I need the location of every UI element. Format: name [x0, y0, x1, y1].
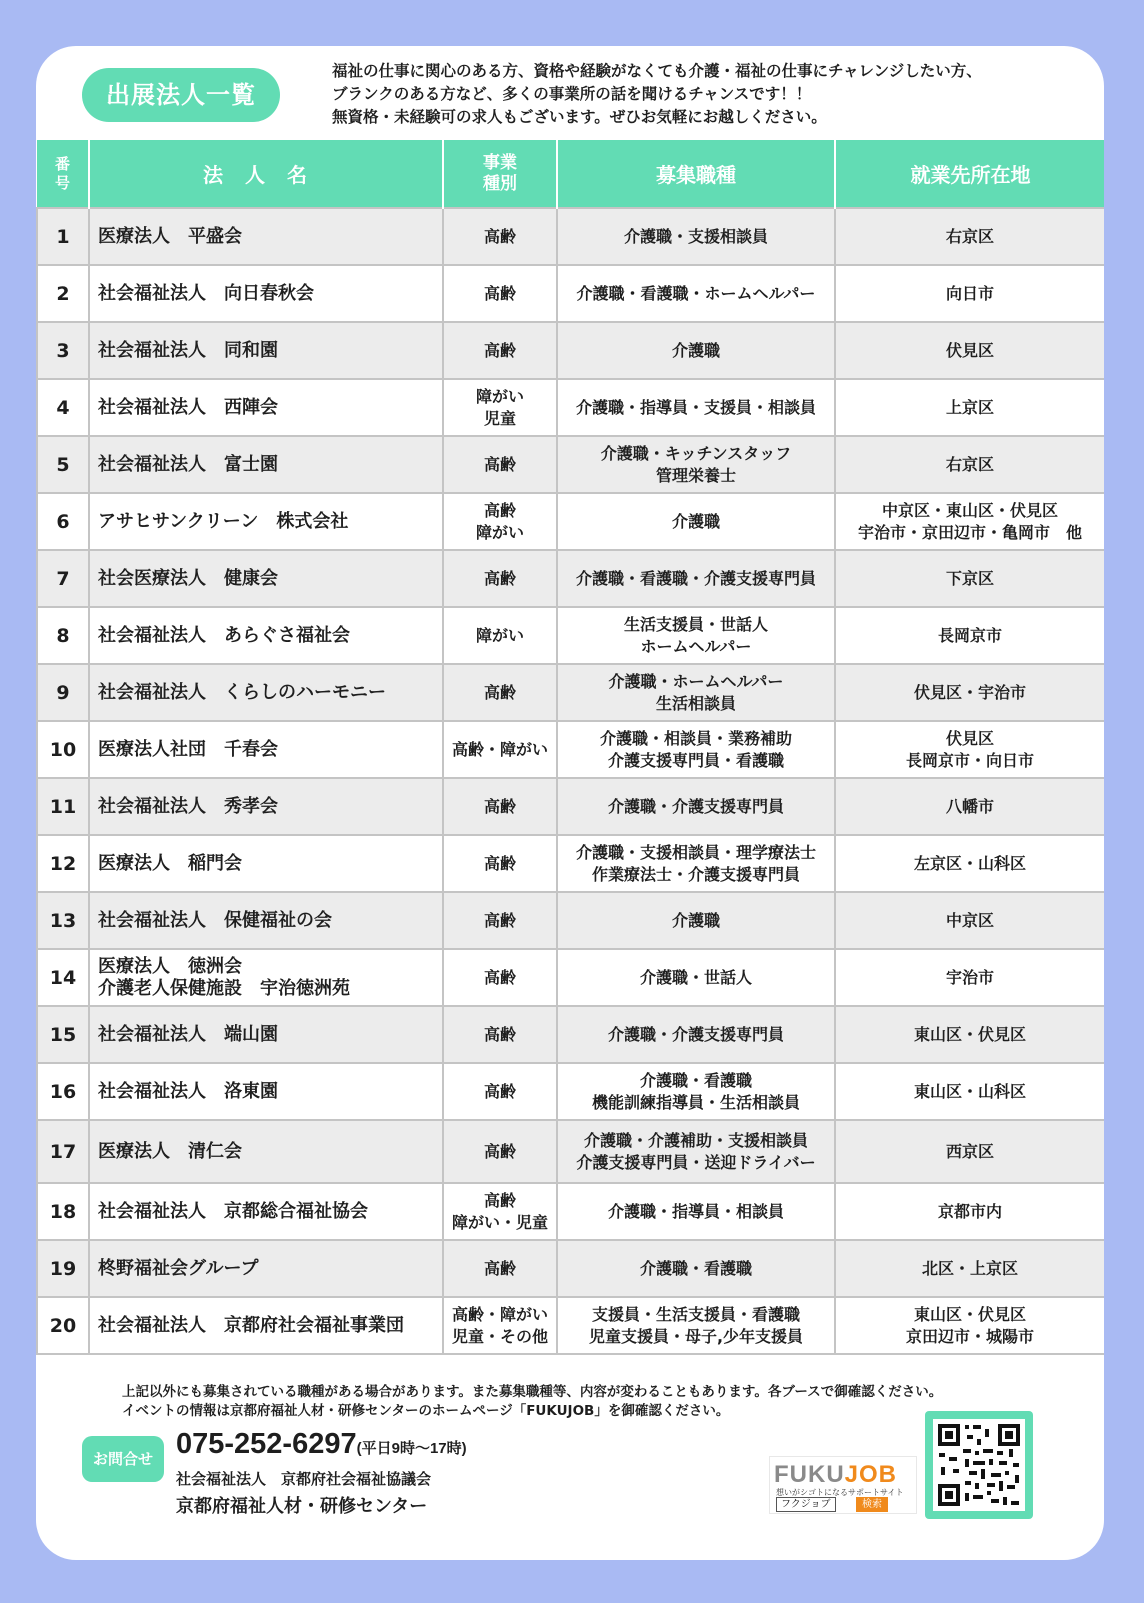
work-location-line: 伏見区 — [945, 728, 994, 748]
job-types-line: 介護職 — [671, 910, 720, 930]
corporation-name-cell — [89, 664, 443, 721]
corporation-name-line: 社会福祉法人 秀孝会 — [98, 795, 278, 817]
work-location-cell — [835, 1240, 1104, 1297]
job-types-line: 介護職・介護支援専門員 — [607, 1024, 784, 1044]
row-number: 16 — [37, 1063, 89, 1120]
table-header-row — [37, 140, 1104, 208]
job-types-cell — [557, 1120, 835, 1183]
work-location-line: 上京区 — [945, 397, 994, 417]
work-location-cell — [835, 493, 1104, 550]
corporation-name-cell — [89, 208, 443, 265]
corporation-name-line: 社会福祉法人 洛東園 — [98, 1080, 278, 1102]
corporation-name-line: 社会福祉法人 富士園 — [98, 453, 278, 475]
business-type-line: 障がい — [475, 386, 524, 406]
work-location-cell — [835, 379, 1104, 436]
work-location-cell — [835, 1063, 1104, 1120]
business-type-line: 児童・その他 — [451, 1326, 548, 1346]
job-types-line: ホームヘルパー — [640, 636, 752, 656]
job-types-line: 介護支援専門員・看護職 — [607, 750, 784, 770]
work-location-cell — [835, 1297, 1104, 1354]
row-number: 12 — [37, 835, 89, 892]
row-number: 2 — [37, 265, 89, 322]
job-types-cell — [557, 664, 835, 721]
job-types-cell — [557, 949, 835, 1006]
job-types-line: 介護職・支援相談員・理学療法士 — [575, 842, 816, 862]
business-type-cell — [443, 892, 557, 949]
table-row — [37, 1183, 1104, 1240]
job-types-line: 生活支援員・世話人 — [623, 614, 768, 634]
business-type-cell — [443, 607, 557, 664]
corporation-name-cell — [89, 1240, 443, 1297]
business-type-line: 高齢 — [483, 454, 516, 474]
row-number: 17 — [37, 1120, 89, 1183]
header-job-types: 募集職種 — [557, 140, 835, 208]
job-types-cell — [557, 1006, 835, 1063]
corporation-name-cell — [89, 607, 443, 664]
work-location-line: 京田辺市・城陽市 — [905, 1326, 1034, 1346]
work-location-line: 東山区・山科区 — [913, 1081, 1026, 1101]
center-name: 京都府福祉人材・研修センター — [176, 1496, 428, 1517]
work-location-cell — [835, 835, 1104, 892]
row-number: 3 — [37, 322, 89, 379]
table-row — [37, 1063, 1104, 1120]
job-types-cell — [557, 493, 835, 550]
job-types-line: 介護職・看護職・介護支援専門員 — [575, 568, 816, 588]
job-types-line: 介護職・看護職・ホームヘルパー — [576, 283, 816, 303]
corporation-name-line: 社会福祉法人 向日春秋会 — [98, 282, 314, 304]
work-location-line: 中京区・東山区・伏見区 — [881, 500, 1058, 520]
business-type-line: 障がい — [475, 522, 524, 542]
business-type-line: 高齢 — [483, 283, 516, 303]
job-types-line: 介護職 — [671, 511, 720, 531]
business-type-cell — [443, 208, 557, 265]
intro-line: ブランクのある方など、多くの事業所の話を聞けるチャンスです！！ — [332, 85, 812, 103]
work-location-line: 左京区・山科区 — [913, 853, 1026, 873]
header-business-type: 事業 種別 — [443, 140, 557, 208]
business-type-line: 高齢 — [483, 226, 516, 246]
business-type-line: 高齢 — [483, 500, 516, 520]
footer-note: 上記以外にも募集されている職種がある場合があります。また募集職種等、内容が変わることもあります。各ブースで御確認ください。 — [122, 1384, 943, 1400]
table-row — [37, 1006, 1104, 1063]
contact-phone — [176, 1428, 467, 1461]
work-location-line: 宇治市・京田辺市・亀岡市 他 — [857, 522, 1082, 542]
business-type-line: 高齢 — [483, 568, 516, 588]
job-types-line: 児童支援員・母子,少年支援員 — [588, 1326, 804, 1346]
corporation-name-line: アサヒサンクリーン 株式会社 — [98, 510, 349, 532]
job-types-cell — [557, 379, 835, 436]
work-location-cell — [835, 664, 1104, 721]
header-corporation-name: 法人名 — [89, 140, 443, 208]
corporation-name-line: 医療法人 清仁会 — [98, 1140, 242, 1162]
corporation-name-line: 社会医療法人 健康会 — [98, 567, 278, 589]
table-row — [37, 493, 1104, 550]
work-location-cell — [835, 550, 1104, 607]
business-type-line: 高齢・障がい — [451, 739, 548, 759]
corporation-name-cell — [89, 1183, 443, 1240]
business-type-line: 高齢 — [483, 1141, 516, 1161]
job-types-cell — [557, 322, 835, 379]
work-location-cell — [835, 1006, 1104, 1063]
table-row — [37, 892, 1104, 949]
row-number: 19 — [37, 1240, 89, 1297]
work-location-cell — [835, 1120, 1104, 1183]
business-type-cell — [443, 949, 557, 1006]
business-type-cell — [443, 778, 557, 835]
corporation-name-line: 介護老人保健施設 宇治徳洲苑 — [98, 977, 350, 999]
job-types-line: 介護職 — [671, 340, 720, 360]
corporation-name-cell — [89, 550, 443, 607]
business-type-line: 高齢 — [483, 853, 516, 873]
business-type-line: 高齢 — [483, 1190, 516, 1210]
work-location-line: 長岡京市 — [937, 625, 1002, 645]
business-type-cell — [443, 322, 557, 379]
corporation-name-line: 社会福祉法人 あらぐさ福祉会 — [98, 624, 350, 646]
business-type-cell — [443, 1120, 557, 1183]
business-type-cell — [443, 1240, 557, 1297]
row-number: 18 — [37, 1183, 89, 1240]
work-location-line: 東山区・伏見区 — [913, 1304, 1026, 1324]
business-type-cell — [443, 1297, 557, 1354]
business-type-cell — [443, 550, 557, 607]
header-number: 番 号 — [37, 140, 89, 208]
corporation-name-cell — [89, 1297, 443, 1354]
corporation-name-cell — [89, 1063, 443, 1120]
job-types-line: 機能訓練指導員・生活相談員 — [591, 1092, 800, 1112]
business-type-cell — [443, 1183, 557, 1240]
table-row — [37, 1297, 1104, 1354]
row-number: 15 — [37, 1006, 89, 1063]
job-types-cell — [557, 721, 835, 778]
work-location-line: 向日市 — [945, 283, 994, 303]
job-types-line: 支援員・生活支援員・看護職 — [591, 1304, 800, 1324]
job-types-line: 介護職・支援相談員 — [623, 226, 768, 246]
job-types-cell — [557, 1297, 835, 1354]
corporation-name-cell — [89, 892, 443, 949]
job-types-cell — [557, 778, 835, 835]
business-type-line: 児童 — [483, 408, 516, 428]
business-type-line: 高齢 — [483, 1258, 516, 1278]
work-location-line: 西京区 — [945, 1141, 994, 1161]
corporation-name-line: 社会福祉法人 保健福祉の会 — [98, 909, 332, 931]
row-number: 9 — [37, 664, 89, 721]
work-location-cell — [835, 607, 1104, 664]
organization-name: 社会福祉法人 京都府社会福祉協議会 — [176, 1470, 432, 1488]
work-location-line: 伏見区 — [945, 340, 994, 360]
corporation-name-cell — [89, 949, 443, 1006]
job-types-cell — [557, 1240, 835, 1297]
job-types-cell — [557, 550, 835, 607]
corporation-name-cell — [89, 778, 443, 835]
corporation-name-cell — [89, 493, 443, 550]
work-location-line: 八幡市 — [945, 796, 994, 816]
table-row — [37, 835, 1104, 892]
work-location-cell — [835, 322, 1104, 379]
job-types-cell — [557, 835, 835, 892]
job-types-line: 生活相談員 — [655, 693, 736, 713]
work-location-cell — [835, 265, 1104, 322]
exhibitor-table — [36, 140, 1104, 1355]
row-number: 20 — [37, 1297, 89, 1354]
business-type-cell — [443, 493, 557, 550]
business-type-line: 高齢 — [483, 340, 516, 360]
business-type-line: 高齢 — [483, 1081, 516, 1101]
business-type-cell — [443, 835, 557, 892]
corporation-name-cell — [89, 436, 443, 493]
intro-text — [332, 60, 1092, 129]
work-location-line: 下京区 — [945, 568, 994, 588]
table-row — [37, 265, 1104, 322]
business-type-line: 高齢 — [483, 796, 516, 816]
corporation-name-cell — [89, 322, 443, 379]
work-location-cell — [835, 892, 1104, 949]
corporation-name-line: 社会福祉法人 くらしのハーモニー — [98, 681, 386, 703]
business-type-cell — [443, 436, 557, 493]
corporation-name-cell — [89, 1006, 443, 1063]
business-type-cell — [443, 379, 557, 436]
table-row — [37, 208, 1104, 265]
row-number: 11 — [37, 778, 89, 835]
table-row — [37, 664, 1104, 721]
intro-line: 福祉の仕事に関心のある方、資格や経験がなくても介護・福祉の仕事にチャレンジしたい方、 — [332, 62, 982, 80]
corporation-name-cell — [89, 721, 443, 778]
business-type-line: 高齢 — [483, 967, 516, 987]
job-types-line: 介護職・介護補助・支援相談員 — [583, 1130, 808, 1150]
corporation-name-cell — [89, 835, 443, 892]
footer-note: イベントの情報は京都府福祉人材・研修センターのホームページ「FUKUJOB」を御確認ください。 — [122, 1403, 730, 1419]
job-types-line: 介護職・ホームヘルパー — [608, 671, 784, 691]
intro-line: 無資格・未経験可の求人もございます。ぜひお気軽にお越しください。 — [332, 108, 827, 126]
table-row — [37, 322, 1104, 379]
row-number: 8 — [37, 607, 89, 664]
corporation-name-line: 医療法人 平盛会 — [98, 225, 242, 247]
work-location-line: 東山区・伏見区 — [913, 1024, 1026, 1044]
business-type-line: 高齢 — [483, 910, 516, 930]
table-row — [37, 1240, 1104, 1297]
corporation-name-line: 社会福祉法人 同和園 — [98, 339, 278, 361]
work-location-cell — [835, 778, 1104, 835]
header-work-location: 就業先所在地 — [835, 140, 1104, 208]
table-row — [37, 1120, 1104, 1183]
job-types-line: 介護職・看護職 — [639, 1070, 752, 1090]
job-types-cell — [557, 607, 835, 664]
qr-code-icon — [925, 1411, 1033, 1519]
corporation-name-line: 医療法人 稲門会 — [98, 852, 242, 874]
corporation-name-cell — [89, 1120, 443, 1183]
work-location-line: 宇治市 — [945, 967, 994, 987]
business-type-cell — [443, 1063, 557, 1120]
business-type-line: 障がい・児童 — [451, 1212, 548, 1232]
job-types-cell — [557, 436, 835, 493]
table-row — [37, 550, 1104, 607]
office-hours: (平日9時～17時) — [356, 1440, 467, 1457]
business-type-cell — [443, 1006, 557, 1063]
job-types-line: 介護職・指導員・相談員 — [607, 1201, 784, 1221]
phone-number: 075-252-6297 — [176, 1428, 357, 1460]
row-number: 7 — [37, 550, 89, 607]
job-types-line: 管理栄養士 — [655, 465, 736, 485]
job-types-line: 介護職・介護支援専門員 — [607, 796, 784, 816]
work-location-cell — [835, 436, 1104, 493]
job-types-cell — [557, 208, 835, 265]
job-types-cell — [557, 1063, 835, 1120]
work-location-line: 北区・上京区 — [921, 1258, 1018, 1278]
work-location-line: 右京区 — [945, 226, 994, 246]
row-number: 6 — [37, 493, 89, 550]
work-location-line: 長岡京市・向日市 — [905, 750, 1034, 770]
job-types-line: 介護職・キッチンスタッフ — [600, 443, 792, 463]
job-types-line: 介護職・指導員・支援員・相談員 — [575, 397, 816, 417]
work-location-line: 京都市内 — [937, 1201, 1002, 1221]
job-types-line: 介護職・相談員・業務補助 — [599, 728, 792, 748]
corporation-name-line: 柊野福祉会グループ — [98, 1257, 259, 1279]
corporation-name-line: 医療法人社団 千春会 — [98, 738, 278, 760]
business-type-cell — [443, 721, 557, 778]
corporation-name-line: 社会福祉法人 京都府社会福祉事業団 — [98, 1314, 404, 1336]
row-number: 4 — [37, 379, 89, 436]
job-types-line: 作業療法士・介護支援専門員 — [591, 864, 800, 884]
corporation-name-line: 社会福祉法人 西陣会 — [98, 396, 278, 418]
job-types-cell — [557, 892, 835, 949]
business-type-cell — [443, 664, 557, 721]
corporation-name-cell — [89, 379, 443, 436]
work-location-cell — [835, 208, 1104, 265]
corporation-name-cell — [89, 265, 443, 322]
corporation-name-line: 社会福祉法人 京都総合福祉協会 — [98, 1200, 368, 1222]
corporation-name-line: 医療法人 徳洲会 — [98, 955, 242, 977]
business-type-line: 障がい — [475, 625, 524, 645]
job-types-line: 介護職・看護職 — [639, 1258, 752, 1278]
job-types-line: 介護職・世話人 — [639, 967, 752, 987]
work-location-line: 伏見区・宇治市 — [913, 682, 1026, 702]
table-row — [37, 379, 1104, 436]
work-location-cell — [835, 721, 1104, 778]
table-row — [37, 436, 1104, 493]
job-types-line: 介護支援専門員・送迎ドライバー — [576, 1152, 816, 1172]
flyer-card — [36, 46, 1104, 1560]
business-type-line: 高齢・障がい — [451, 1304, 548, 1324]
table-row — [37, 607, 1104, 664]
work-location-cell — [835, 949, 1104, 1006]
work-location-line: 中京区 — [945, 910, 994, 930]
fukujob-logo: FUKUJOB 想いがシゴトになるサポートサイト フクジョブ 検索 — [769, 1456, 917, 1514]
row-number: 1 — [37, 208, 89, 265]
table-row — [37, 721, 1104, 778]
corporation-name-line: 社会福祉法人 端山園 — [98, 1023, 278, 1045]
row-number: 14 — [37, 949, 89, 1006]
work-location-cell — [835, 1183, 1104, 1240]
job-types-cell — [557, 1183, 835, 1240]
row-number: 10 — [37, 721, 89, 778]
business-type-line: 高齢 — [483, 1024, 516, 1044]
row-number: 13 — [37, 892, 89, 949]
exhibitor-list-badge: 出展法人一覧 — [82, 68, 280, 122]
table-row — [37, 778, 1104, 835]
table-row — [37, 949, 1104, 1006]
work-location-line: 右京区 — [945, 454, 994, 474]
business-type-line: 高齢 — [483, 682, 516, 702]
contact-badge: お問合せ — [82, 1436, 164, 1482]
job-types-cell — [557, 265, 835, 322]
business-type-cell — [443, 265, 557, 322]
row-number: 5 — [37, 436, 89, 493]
footer-notes — [122, 1383, 1042, 1421]
